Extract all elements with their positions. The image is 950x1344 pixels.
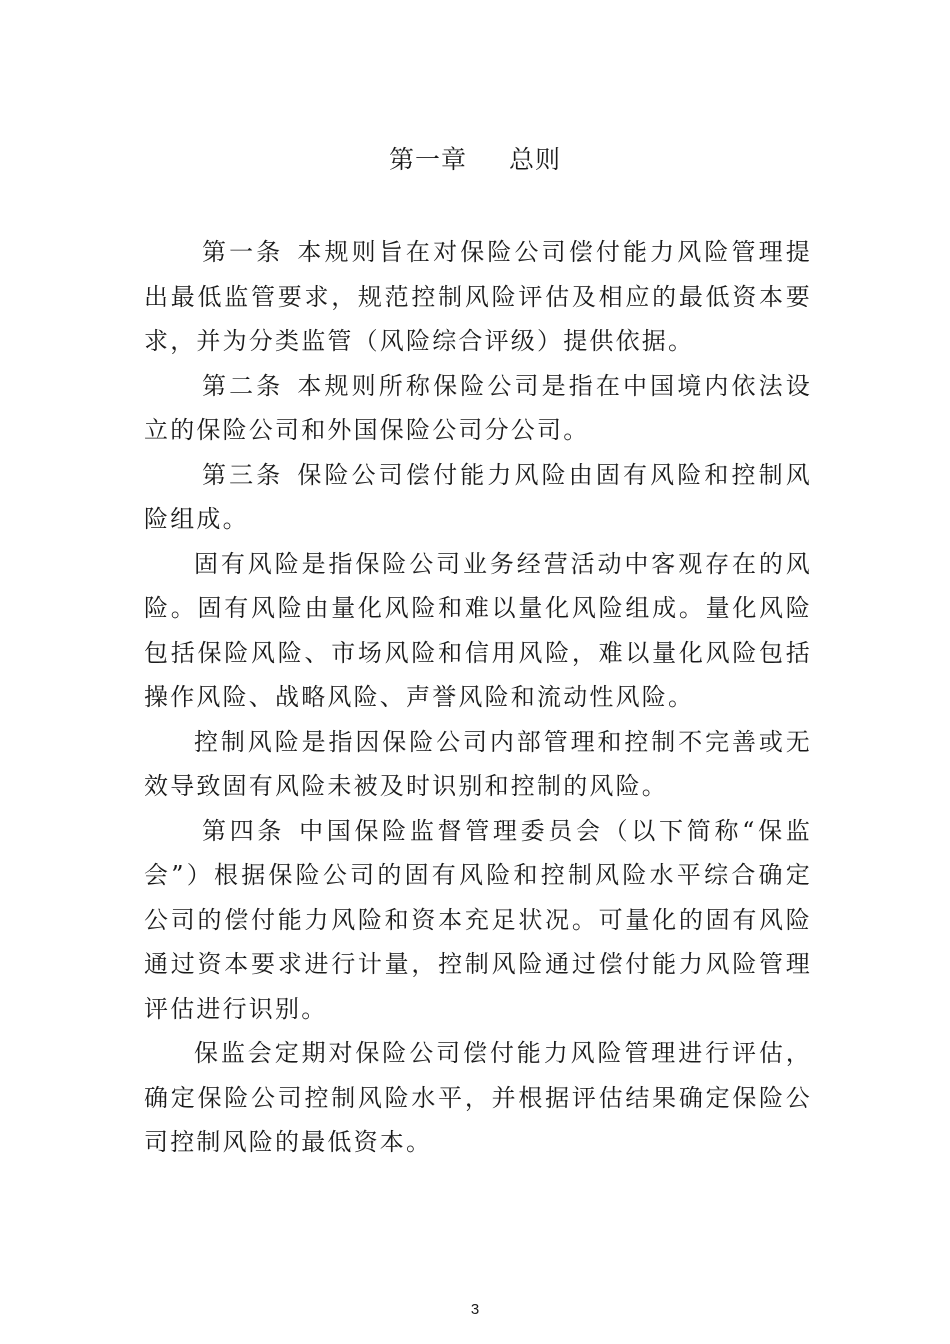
article-number: 第一条	[202, 238, 284, 266]
paragraph-text: 保险公司偿付能力风险由固有风险和控制风险组成。	[144, 460, 812, 533]
chapter-title: 总则	[509, 145, 562, 174]
body-paragraph	[144, 720, 812, 809]
paragraph-text: 中国保险监督管理委员会（以下简称“保监会”）根据保险公司的固有风险和控制风险水平综合确定公司的偿付能力风险和资本充足状况。可量化的固有风险通过资本要求进行计量，控制风险通过偿付能力风险管理评估进行识别。	[144, 816, 812, 1023]
chapter-heading	[0, 140, 950, 180]
chapter-number: 第一章	[388, 145, 467, 174]
body-paragraph	[144, 1031, 812, 1165]
paragraph-text: 保监会定期对保险公司偿付能力风险管理进行评估，确定保险公司控制风险水平，并根据评估结果确定保险公司控制风险的最低资本。	[144, 1039, 812, 1156]
paragraph-text: 固有风险是指保险公司业务经营活动中客观存在的风险。固有风险由量化风险和难以量化风险组成。量化风险包括保险风险、市场风险和信用风险，难以量化风险包括操作风险、战略风险、声誉风险和流动性风险。	[144, 549, 812, 711]
article-paragraph	[144, 453, 812, 542]
document-body	[144, 230, 812, 1165]
page-number: 3	[470, 1301, 480, 1318]
body-paragraph	[144, 542, 812, 720]
article-number: 第四条	[202, 816, 286, 845]
article-number: 第二条	[202, 371, 284, 400]
article-number: 第三条	[202, 460, 284, 489]
article-paragraph	[144, 809, 812, 1032]
article-paragraph	[144, 230, 812, 364]
paragraph-text: 本规则旨在对保险公司偿付能力风险管理提出最低监管要求，规范控制风险评估及相应的最低资本要求，并为分类监管（风险综合评级）提供依据。	[144, 238, 812, 355]
paragraph-text: 本规则所称保险公司是指在中国境内依法设立的保险公司和外国保险公司分公司。	[144, 371, 812, 444]
article-paragraph	[144, 364, 812, 453]
paragraph-text: 控制风险是指因保险公司内部管理和控制不完善或无效导致固有风险未被及时识别和控制的风险。	[144, 727, 812, 800]
